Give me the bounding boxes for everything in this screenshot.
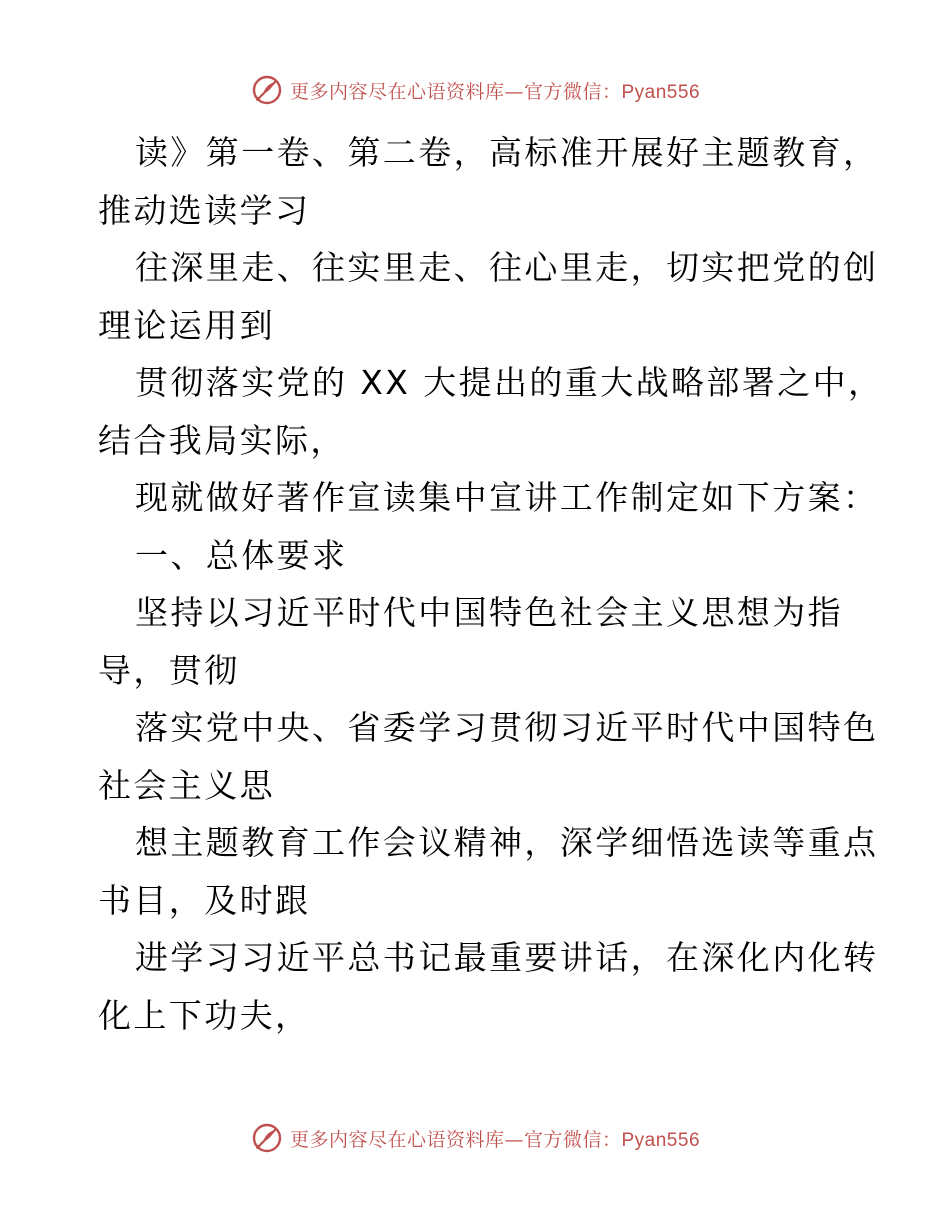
quill-pen-icon: [250, 1121, 284, 1155]
text-line: 化上下功夫，: [98, 995, 311, 1035]
text-line: 推动选读学习: [98, 190, 311, 230]
watermark-handle: Pyan556: [621, 1129, 701, 1151]
text-line: 结合我局实际，: [98, 420, 346, 460]
text-line: 坚持以习近平时代中国特色社会主义思想为指: [135, 593, 843, 632]
text-line: 贯彻落实党的 XX 大提出的重大战略部署之中，: [135, 363, 884, 402]
text-line: 社会主义思: [98, 765, 275, 805]
text-line: 书目，及时跟: [98, 880, 311, 920]
footer-watermark: [0, 1118, 950, 1158]
text-line: 进学习习近平总书记最重要讲话，在深化内化转: [135, 938, 879, 977]
document-body: [98, 124, 884, 1044]
text-line: 落实党中央、省委学习贯彻习近平时代中国特色: [135, 708, 879, 747]
text-line: 现就做好著作宣读集中宣讲工作制定如下方案：: [135, 478, 879, 517]
text-line: 一、总体要求: [135, 535, 348, 575]
text-line: 想主题教育工作会议精神，深学细悟选读等重点: [135, 823, 879, 862]
quill-pen-icon: [250, 73, 284, 107]
watermark-text: 更多内容尽在心语资料库—官方微信：: [289, 80, 622, 103]
text-line: 读》第一卷、第二卷，高标准开展好主题教育，: [135, 133, 879, 172]
watermark-handle: Pyan556: [621, 81, 701, 103]
text-line: 导，贯彻: [98, 650, 240, 690]
text-line: 理论运用到: [98, 305, 275, 345]
text-line: 往深里走、往实里走、往心里走，切实把党的创: [135, 248, 879, 287]
watermark-text: 更多内容尽在心语资料库—官方微信：: [289, 1128, 622, 1151]
header-watermark: [0, 70, 950, 110]
